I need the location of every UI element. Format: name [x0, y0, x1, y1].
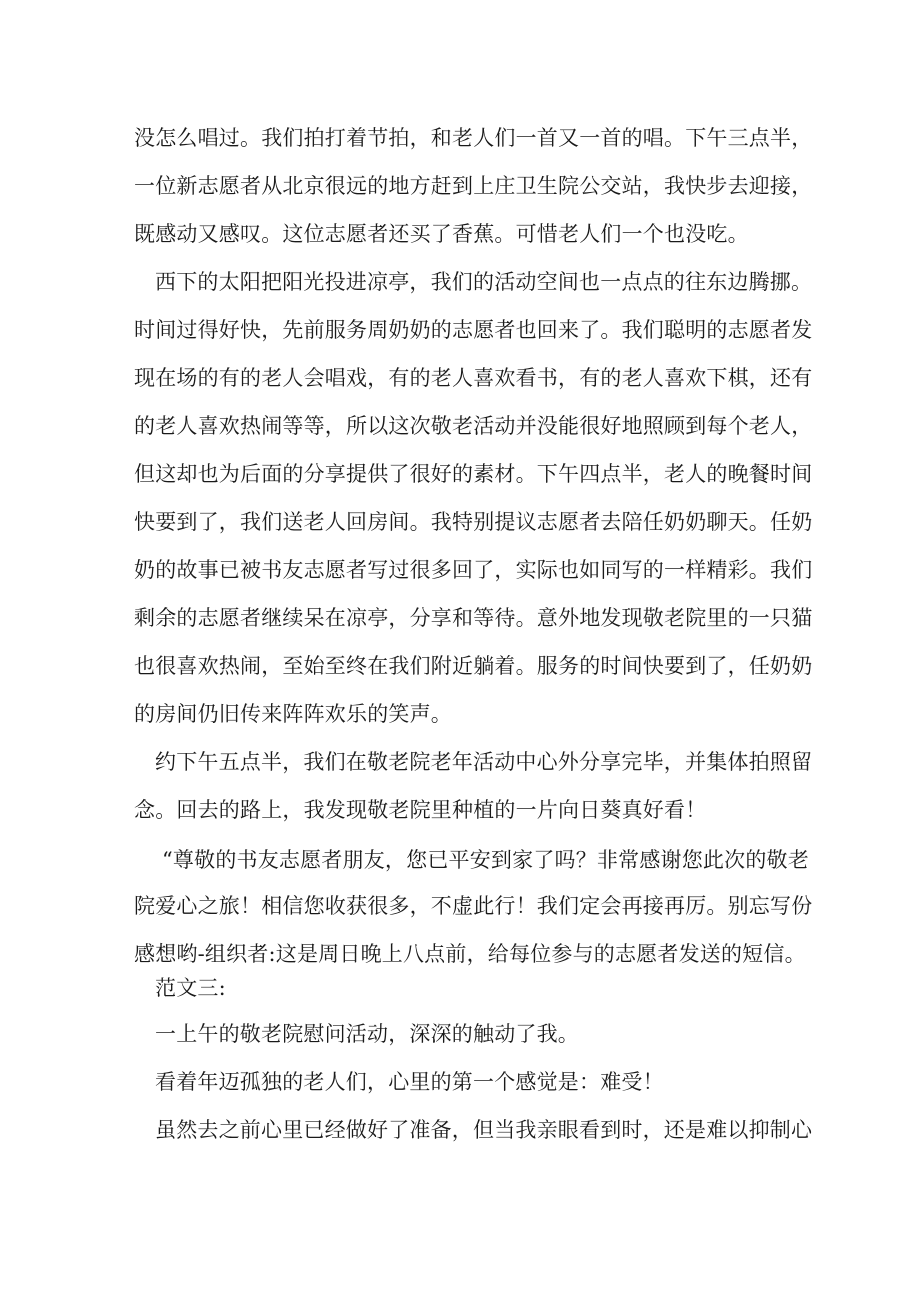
text-line-8: 但这却也为后面的分享提供了很好的素材。下午四点半，老人的晚餐时间	[134, 462, 813, 486]
text-line-15: 念。回去的路上，我发现敬老院里种植的一片向日葵真好看！	[134, 798, 707, 822]
text-line-6: 现在场的有的老人会唱戏，有的老人喜欢看书，有的老人喜欢下棋，还有	[134, 366, 813, 390]
text-line-14: 约下午五点半，我们在敬老院老年活动中心外分享完毕，并集体拍照留	[155, 750, 813, 774]
text-line-10: 奶的故事已被书友志愿者写过很多回了，实际也如同写的一样精彩。我们	[134, 558, 813, 582]
text-line-16: “尊敬的书友志愿者朋友，您已平安到家了吗？非常感谢您此次的敬老	[162, 848, 809, 872]
text-line-11: 剩余的志愿者继续呆在凉亭，分享和等待。意外地发现敬老院里的一只猫	[134, 606, 813, 630]
text-line-22: 虽然去之前心里已经做好了准备，但当我亲眼看到时，还是难以抑制心	[155, 1118, 813, 1142]
text-line-17: 院爱心之旅！相信您收获很多，不虚此行！我们定会再接再厉。别忘写份	[134, 894, 813, 918]
section-heading: 范文三:	[155, 976, 226, 1000]
text-line-3: 既感动又感叹。这位志愿者还买了香蕉。可惜老人们一个也没吃。	[134, 222, 749, 246]
text-line-21: 看着年迈孤独的老人们，心里的第一个感觉是：难受！	[155, 1070, 664, 1094]
text-line-9: 快要到了，我们送老人回房间。我特别提议志愿者去陪任奶奶聊天。任奶	[134, 510, 813, 534]
text-line-2: 一位新志愿者从北京很远的地方赶到上庄卫生院公交站，我快步去迎接，	[134, 174, 813, 198]
text-line-20: 一上午的敬老院慰问活动，深深的触动了我。	[155, 1022, 579, 1046]
text-line-5: 时间过得好快，先前服务周奶奶的志愿者也回来了。我们聪明的志愿者发	[134, 318, 813, 342]
text-line-7: 的老人喜欢热闹等等，所以这次敬老活动并没能很好地照顾到每个老人，	[134, 414, 813, 438]
text-line-1: 没怎么唱过。我们拍打着节拍，和老人们一首又一首的唱。下午三点半，	[134, 126, 813, 150]
text-line-12: 也很喜欢热闹，至始至终在我们附近躺着。服务的时间快要到了，任奶奶	[134, 654, 813, 678]
text-line-4: 西下的太阳把阳光投进凉亭，我们的活动空间也一点点的往东边腾挪。	[155, 270, 813, 294]
text-line-18: 感想哟-组织者:这是周日晚上八点前，给每位参与的志愿者发送的短信。	[134, 942, 806, 966]
text-line-13: 的房间仍旧传来阵阵欢乐的笑声。	[134, 702, 452, 726]
